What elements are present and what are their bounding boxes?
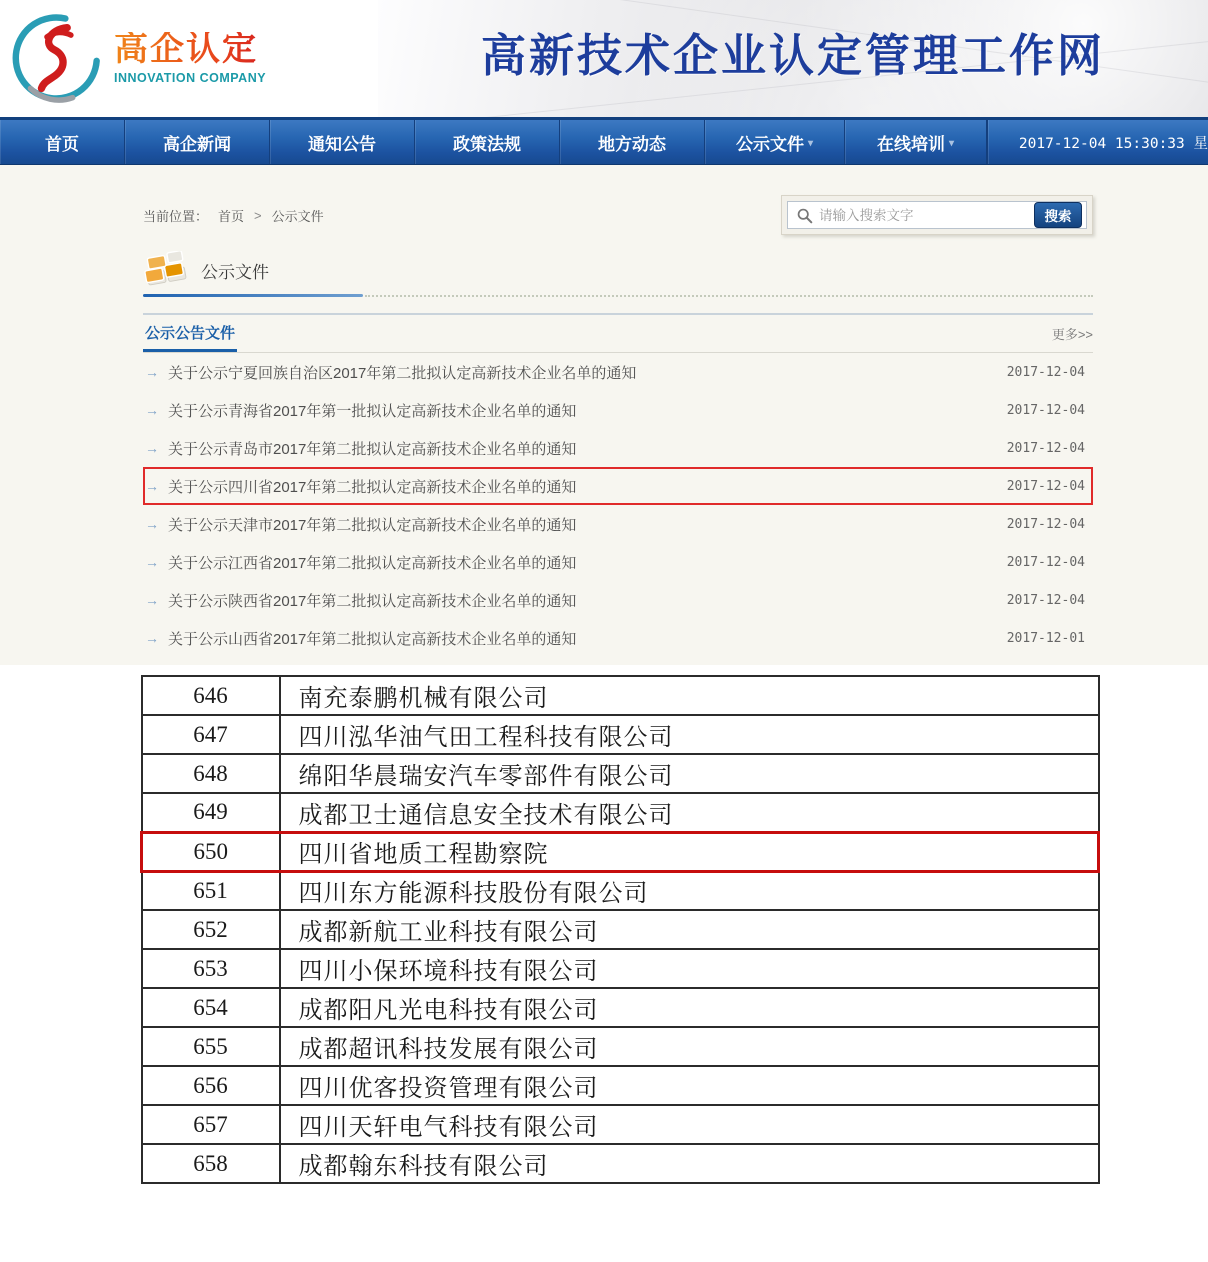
nav-item-5[interactable]: 公示文件 ▾ <box>705 120 845 164</box>
documents-tiles-icon <box>143 251 189 289</box>
company-name-cell: 成都新航工业科技有限公司 <box>280 910 1099 949</box>
arrow-icon: → <box>145 554 159 570</box>
row-number-cell: 653 <box>142 949 280 988</box>
breadcrumb-current-link[interactable]: 公示文件 <box>271 208 324 224</box>
list-item[interactable] <box>143 543 1093 581</box>
list-item[interactable] <box>143 429 1093 467</box>
row-number-cell: 649 <box>142 793 280 832</box>
logo-title: 高企认定 <box>114 32 266 68</box>
arrow-icon: → <box>145 516 159 532</box>
nav-datetime: 2017-12-04 15:30:33 星 <box>987 120 1208 164</box>
site-title: 高新技术企业认定管理工作网 <box>480 31 1105 81</box>
logo-subtitle: INNOVATION COMPANY <box>114 70 267 85</box>
row-number-cell: 648 <box>142 754 280 793</box>
more-link[interactable]: 更多>> <box>1051 327 1093 342</box>
company-name-cell: 成都超讯科技发展有限公司 <box>280 1027 1099 1066</box>
announcement-link[interactable]: 关于公示江西省2017年第二批拟认定高新技术企业名单的通知 <box>168 554 577 572</box>
company-name-cell: 成都阳凡光电科技有限公司 <box>280 988 1099 1027</box>
row-number-cell: 654 <box>142 988 280 1027</box>
company-name-cell: 四川天轩电气科技有限公司 <box>280 1105 1099 1144</box>
breadcrumb-label: 当前位置： <box>143 208 209 224</box>
company-table <box>140 675 1100 1184</box>
announcement-date: 2017-12-04 <box>1006 402 1085 418</box>
list-item[interactable] <box>143 581 1093 619</box>
breadcrumb-home-link[interactable]: 首页 <box>218 208 245 224</box>
announcement-link[interactable]: 关于公示青岛市2017年第二批拟认定高新技术企业名单的通知 <box>168 440 577 458</box>
table-row <box>142 1027 1099 1066</box>
list-item[interactable] <box>143 353 1093 391</box>
row-number-cell: 656 <box>142 1066 280 1105</box>
chevron-down-icon: ▾ <box>948 137 955 149</box>
announcement-panel <box>143 313 1093 657</box>
page-title: 公示文件 <box>201 262 269 282</box>
table-row <box>142 871 1099 910</box>
row-number-cell: 658 <box>142 1144 280 1183</box>
announcement-link[interactable]: 关于公示天津市2017年第二批拟认定高新技术企业名单的通知 <box>168 516 577 534</box>
table-row <box>142 832 1099 871</box>
company-name-cell: 四川东方能源科技股份有限公司 <box>280 871 1099 910</box>
announcement-link[interactable]: 关于公示陕西省2017年第二批拟认定高新技术企业名单的通知 <box>168 592 577 610</box>
search-icon <box>796 207 813 224</box>
site-logo[interactable] <box>0 0 378 117</box>
company-name-cell: 成都翰东科技有限公司 <box>280 1144 1099 1183</box>
header-banner <box>378 0 1208 117</box>
row-number-cell: 650 <box>142 832 280 871</box>
chevron-down-icon: ▾ <box>807 137 814 149</box>
announcement-date: 2017-12-01 <box>1006 630 1085 646</box>
row-number-cell: 657 <box>142 1105 280 1144</box>
announcement-date: 2017-12-04 <box>1006 440 1085 456</box>
arrow-icon: → <box>145 478 159 494</box>
company-name-cell: 南充泰鹏机械有限公司 <box>280 676 1099 715</box>
arrow-icon: → <box>145 592 159 608</box>
table-row <box>142 715 1099 754</box>
nav-item-1[interactable]: 高企新闻 <box>125 120 270 164</box>
nav-item-0[interactable]: 首页 <box>0 120 125 164</box>
company-name-cell: 绵阳华晨瑞安汽车零部件有限公司 <box>280 754 1099 793</box>
announcement-link[interactable]: 关于公示山西省2017年第二批拟认定高新技术企业名单的通知 <box>168 630 577 648</box>
main-nav <box>0 117 1208 165</box>
arrow-icon: → <box>145 440 159 456</box>
search-box <box>781 195 1093 235</box>
list-item[interactable] <box>143 619 1093 657</box>
search-input[interactable] <box>819 208 1034 223</box>
announcement-date: 2017-12-04 <box>1006 364 1085 380</box>
company-name-cell: 成都卫士通信息安全技术有限公司 <box>280 793 1099 832</box>
table-row <box>142 754 1099 793</box>
lower-section <box>0 665 1208 1184</box>
announcement-list <box>143 353 1093 657</box>
company-name-cell: 四川优客投资管理有限公司 <box>280 1066 1099 1105</box>
announcement-date: 2017-12-04 <box>1006 516 1085 532</box>
upper-section <box>0 165 1208 665</box>
row-number-cell: 652 <box>142 910 280 949</box>
company-name-cell: 四川小保环境科技有限公司 <box>280 949 1099 988</box>
nav-item-3[interactable]: 政策法规 <box>415 120 560 164</box>
breadcrumb <box>143 206 324 225</box>
section-divider <box>143 294 1093 297</box>
table-row <box>142 793 1099 832</box>
table-row <box>142 1066 1099 1105</box>
announcement-link[interactable]: 关于公示宁夏回族自治区2017年第二批拟认定高新技术企业名单的通知 <box>168 364 637 382</box>
announcement-link[interactable]: 关于公示四川省2017年第二批拟认定高新技术企业名单的通知 <box>168 478 577 496</box>
nav-item-6[interactable]: 在线培训 ▾ <box>845 120 987 164</box>
announcement-date: 2017-12-04 <box>1006 592 1085 608</box>
arrow-icon: → <box>145 402 159 418</box>
search-button[interactable]: 搜索 <box>1034 202 1082 228</box>
company-name-cell: 四川泓华油气田工程科技有限公司 <box>280 715 1099 754</box>
list-item[interactable] <box>143 391 1093 429</box>
announcement-link[interactable]: 关于公示青海省2017年第一批拟认定高新技术企业名单的通知 <box>168 402 577 420</box>
list-item[interactable] <box>143 467 1093 505</box>
nav-item-2[interactable]: 通知公告 <box>270 120 415 164</box>
row-number-cell: 647 <box>142 715 280 754</box>
row-number-cell: 655 <box>142 1027 280 1066</box>
arrow-icon: → <box>145 364 159 380</box>
tab-public-announcements[interactable]: 公示公告文件 <box>143 315 237 352</box>
list-item[interactable] <box>143 505 1093 543</box>
table-row <box>142 949 1099 988</box>
announcement-date: 2017-12-04 <box>1006 478 1085 494</box>
table-row <box>142 1144 1099 1183</box>
row-number-cell: 651 <box>142 871 280 910</box>
row-number-cell: 646 <box>142 676 280 715</box>
table-row <box>142 1105 1099 1144</box>
table-row <box>142 910 1099 949</box>
company-name-cell: 四川省地质工程勘察院 <box>280 832 1099 871</box>
table-row <box>142 676 1099 715</box>
logo-swoosh-icon <box>12 13 104 105</box>
breadcrumb-separator: > <box>254 207 262 223</box>
nav-item-4[interactable]: 地方动态 <box>560 120 705 164</box>
table-row <box>142 988 1099 1027</box>
company-table-body <box>142 676 1099 1183</box>
arrow-icon: → <box>145 630 159 646</box>
top-header <box>0 0 1208 117</box>
announcement-date: 2017-12-04 <box>1006 554 1085 570</box>
